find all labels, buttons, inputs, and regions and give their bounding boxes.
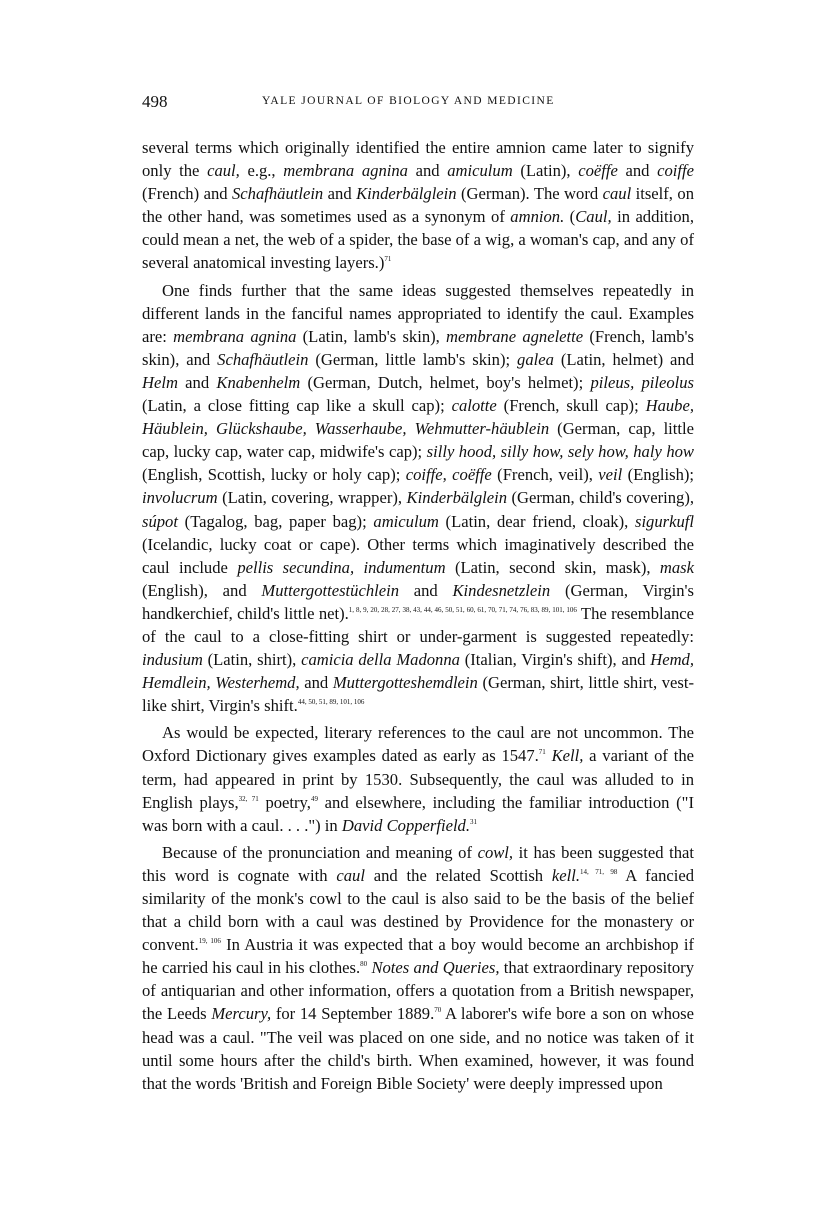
- citation-superscript: 1, 8, 9, 20, 28, 27, 38, 43, 44, 46, 50, 51, 60, 61, 70, 71, 74, 76, 83, 89, 101, 106: [348, 605, 577, 614]
- text-run: (Latin, shirt),: [202, 650, 302, 670]
- text-run: (Italian, Virgin's shift), and: [459, 650, 651, 670]
- text-run: (German, Virgin's handkerchief, child's little net).: [142, 580, 694, 623]
- paragraph: [142, 841, 694, 1095]
- citation-superscript: 19, 106: [198, 937, 221, 946]
- italic-term: indusium: [142, 650, 203, 670]
- italic-term: Notes and Queries,: [371, 958, 500, 978]
- italic-term: pileus, pileolus: [590, 372, 694, 392]
- text-run: (Latin, lamb's skin),: [296, 326, 447, 346]
- text-run: itself, on the other hand, was sometimes used as a synonym of: [142, 184, 694, 227]
- italic-term: mask: [659, 557, 695, 577]
- italic-term: Caul,: [575, 207, 612, 227]
- text-run: (Latin, covering, wrapper),: [217, 488, 407, 508]
- text-run: and: [399, 580, 453, 600]
- italic-term: Schafhäutlein: [217, 349, 309, 369]
- text-run: (English, Scottish, lucky or holy cap);: [142, 465, 406, 485]
- text-run: (English);: [622, 465, 695, 485]
- text-run: (: [564, 207, 576, 227]
- text-run: (Latin, helmet) and: [553, 349, 695, 369]
- italic-term: Mercury,: [211, 1004, 272, 1024]
- citation-superscript: 31: [470, 817, 477, 826]
- italic-term: amiculum: [373, 511, 439, 531]
- text-run: and: [617, 161, 658, 181]
- paragraph: [142, 136, 694, 275]
- text-run: (English), and: [142, 580, 262, 600]
- text-run: The resemblance of the caul to a close-fitting shirt or under-garment is suggested repeatedly:: [142, 603, 694, 646]
- citation-superscript: 71: [538, 748, 546, 757]
- italic-term: galea: [517, 349, 554, 369]
- italic-term: veil: [598, 465, 623, 485]
- citation-superscript: 49: [310, 794, 318, 803]
- text-run: and elsewhere, including the familiar introduction ("I was born with a caul. . . .") in: [142, 792, 694, 835]
- citation-superscript: 44, 50, 51, 89, 101, 106: [297, 698, 365, 707]
- italic-term: amnion.: [510, 207, 565, 227]
- italic-term: kell.: [551, 865, 581, 885]
- citation-superscript: 71: [384, 255, 392, 264]
- text-run: As would be expected, literary references to the caul are not uncommon. The Oxford Dictionary gives examples dated as early as 1547.: [142, 723, 694, 766]
- text-run: A fancied similarity of the monk's cowl to the caul is also said to be the basis of the belief that a child born with a caul was destined by Providence for the monastery or convent.: [142, 865, 694, 955]
- citation-superscript: 32, 71: [238, 794, 259, 803]
- italic-term: camicia della Madonna: [301, 650, 460, 670]
- page-number: 498: [142, 92, 168, 111]
- italic-term: caul,: [207, 161, 240, 181]
- text-run: that extraordinary repository of antiquarian and other information, offers a quotation from a British newspaper, the Leeds: [142, 958, 694, 1024]
- italic-term: membrana agnina: [283, 161, 408, 181]
- text-run: (Icelandic, lucky coat or cape). Other terms which imaginatively described the caul include: [142, 534, 694, 577]
- italic-term: cowl,: [477, 842, 514, 862]
- text-run: (German, little lamb's skin);: [308, 349, 518, 369]
- italic-term: membrane agnelette: [446, 326, 584, 346]
- text-run: in addition, could mean a net, the web of a spider, the base of a wig, a woman's cap, and any of several anatomical investing layers.): [142, 207, 694, 273]
- text-run: (German, shirt, little shirt, vest-like shirt, Virgin's shift.: [142, 673, 694, 716]
- italic-term: pellis secundina, indumentum: [237, 557, 446, 577]
- paragraph: [142, 279, 694, 718]
- italic-term: sigurkufl: [634, 511, 694, 531]
- italic-term: Knabenhelm: [216, 372, 301, 392]
- text-run: (German). The word: [456, 184, 603, 204]
- text-run: (Latin, a close fitting cap like a skull cap);: [142, 396, 452, 416]
- italic-term: membrana agnina: [173, 326, 297, 346]
- italic-term: Helm: [142, 372, 178, 392]
- text-run: One finds further that the same ideas suggested themselves repeatedly in different lands in the fanciful names appropriated to identify the caul. Examples are:: [142, 280, 694, 346]
- text-run: (Latin),: [512, 161, 579, 181]
- text-run: and: [323, 184, 357, 204]
- italic-term: Haube, Häublein, Glückshaube, Wasserhaube, Wehmutter-häublein: [142, 396, 694, 439]
- italic-term: Hemd, Hemdlein, Westerhemd,: [142, 650, 694, 693]
- italic-term: amiculum: [447, 161, 513, 181]
- text-run: (Latin, second skin, mask),: [445, 557, 660, 577]
- italic-term: Kindesnetzlein: [452, 580, 551, 600]
- text-run: and the related Scottish: [364, 865, 552, 885]
- italic-term: coëffe: [578, 161, 618, 181]
- journal-page: [142, 92, 694, 1099]
- italic-term: caul: [336, 865, 365, 885]
- body-text: [142, 136, 694, 1095]
- italic-term: involucrum: [142, 488, 218, 508]
- text-run: (German, child's covering),: [507, 488, 694, 508]
- text-run: poetry,: [258, 792, 311, 812]
- text-run: Because of the pronunciation and meaning of: [162, 842, 478, 862]
- text-run: several terms which originally identified the entire amnion came later to signify only the: [142, 138, 694, 181]
- page-header: [142, 92, 694, 116]
- italic-term: coiffe: [657, 161, 694, 181]
- text-run: (French, skull cap);: [496, 396, 646, 416]
- text-run: (German, cap, little cap, lucky cap, water cap, midwife's cap);: [142, 419, 694, 462]
- text-run: (Latin, dear friend, cloak),: [438, 511, 635, 531]
- citation-superscript: 70: [434, 1006, 442, 1015]
- italic-term: Kinderbälglein: [406, 488, 508, 508]
- italic-term: súpot: [142, 511, 178, 531]
- italic-term: Kinderbälglein: [356, 184, 457, 204]
- citation-superscript: 14, 71, 98: [580, 867, 618, 876]
- italic-term: calotte: [451, 396, 497, 416]
- text-run: (Tagalog, bag, paper bag);: [177, 511, 374, 531]
- text-run: In Austria it was expected that a boy would become an archbishop if he carried his caul in his clothes.: [142, 935, 695, 978]
- italic-term: David Copperfield.: [341, 815, 470, 835]
- italic-term: caul: [602, 184, 632, 204]
- text-run: and: [299, 673, 333, 693]
- text-run: (German, Dutch, helmet, boy's helmet);: [300, 372, 591, 392]
- text-run: A laborer's wife bore a son on whose head was a caul. "The veil was placed on one side, and no notice was taken of it until some hours after the child's birth. When examined, however, it was found that the words 'British and Foreign Bible Society' were deeply impressed upon: [142, 1004, 694, 1093]
- citation-superscript: 80: [360, 960, 368, 969]
- running-title: YALE JOURNAL OF BIOLOGY AND MEDICINE: [262, 95, 555, 107]
- text-run: (French, lamb's skin), and: [142, 326, 694, 369]
- text-run: (French) and: [142, 184, 232, 204]
- italic-term: Schafhäutlein: [231, 184, 324, 204]
- italic-term: silly hood, silly how, sely how, haly how: [426, 442, 694, 462]
- text-run: it has been suggested that this word is cognate with: [142, 842, 694, 885]
- paragraph: [142, 721, 694, 836]
- italic-term: Muttergottestüchlein: [261, 580, 400, 600]
- italic-term: Muttergotteshemdlein: [332, 673, 478, 693]
- italic-term: Kell,: [551, 746, 584, 766]
- text-run: e.g.,: [239, 161, 284, 181]
- text-run: and: [177, 372, 217, 392]
- text-run: a variant of the term, had appeared in print by 1530. Subsequently, the caul was alluded to in English plays,: [142, 746, 694, 812]
- text-run: for 14 September 1889.: [271, 1004, 435, 1024]
- italic-term: coiffe, coëffe: [405, 465, 492, 485]
- text-run: (French, veil),: [491, 465, 599, 485]
- text-run: and: [407, 161, 448, 181]
